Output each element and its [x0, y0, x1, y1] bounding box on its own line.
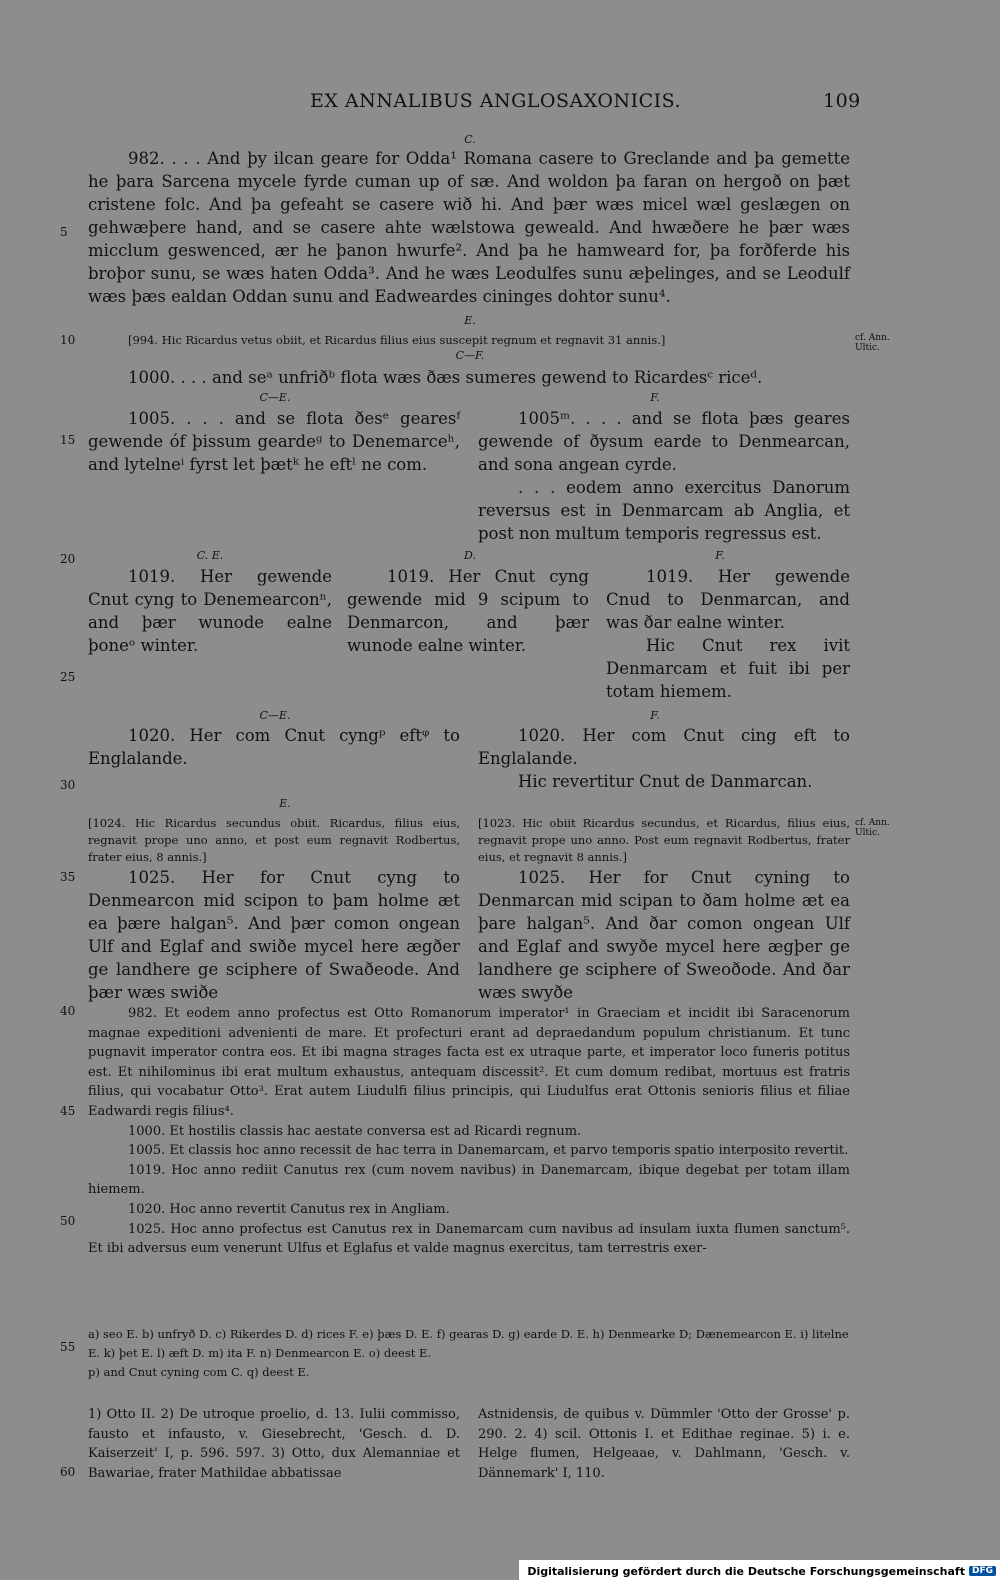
entry-982: 982. . . . And þy ilcan geare for Odda¹ Romana casere to Greclande and þa gemette he þara Sarcena mycele fyrde cuman up of sæ. And woldon þa faran on hergoð on þæt cristene folc. And þa gefeaht se casere wið hi. And þær wæs micel wæl geslægen on gehwæþere hand, and se casere ahte wælstowa geweald. And hwæðere he þær wæs micclum geswenced, ær he þanon hwurfe². And þa he hamweard for, þa forðferde his broþor sunu, se wæs haten Odda³. And he wæs Leodulfes sunu æþelinges, and se Leodulf wæs þæs ealdan Oddan sunu and Eadweardes cininges dohtor sunu⁴.: [88, 149, 850, 306]
siglum: F.: [715, 549, 725, 562]
apparatus-line: a) seo E. b) unfryð D. c) Rikerdes D. d) rices F. e) þæs D. E. f) gearas D. g) earde D. E. h) Denmearke D; Dænemearcon E. i) litelne E. k) þet E. l) æft D. m) ita F. n) Denmearcon E. o) deest E.: [88, 1327, 849, 1360]
latin-1020: 1020. Hoc anno revertit Canutus rex in Angliam.: [128, 1201, 450, 1217]
siglum: E.: [464, 314, 476, 327]
siglum: D.: [464, 549, 476, 562]
latin-1000: 1000. Et hostilis classis hac aestate conversa est ad Ricardi regnum.: [128, 1123, 582, 1139]
entry-1005-f-text: 1005ᵐ. . . . and se flota þæs geares gewende of ðysum earde to Denmearcan, and sona angean cyrde.: [478, 409, 850, 474]
line-number: 40: [60, 1004, 76, 1018]
entry-1023: [1023. Hic obiit Ricardus secundus, et Ricardus, filius eius, regnavit prope uno anno. Post eum regnavit Rodbertus, frater eius, et regnavit 8 annis.]: [478, 816, 850, 864]
digitization-footer: [519, 1560, 1000, 1580]
line-number: 45: [60, 1104, 76, 1118]
entry-1019-f-text: 1019. Her gewende Cnud to Denmarcan, and was ðar ealne winter.: [606, 567, 850, 632]
line-number: 15: [60, 433, 76, 447]
entry-1005-f-latin: . . . eodem anno exercitus Danorum reversus est in Denmarcam ab Anglia, et post non multum temporis regressus est.: [478, 478, 850, 543]
line-number: 30: [60, 778, 76, 792]
line-number: 60: [60, 1465, 76, 1479]
latin-1019: 1019. Hoc anno rediit Canutus rex (cum novem navibus) in Danemarcam, ibique degebat per totam illam hiemem.: [88, 1162, 850, 1198]
line-number: 20: [60, 552, 76, 566]
entry-1019-f: [606, 565, 850, 703]
entry-1025-ce: 1025. Her for Cnut cyng to Denmearcon mid scipon to þam holme æt ea þære halgan⁵. And þær comon ongean Ulf and Eglaf and swiðe mycel here ægðer ge landhere ge sciphere of Swaðeode. And þær wæs swiðe: [88, 868, 460, 1002]
footnotes-right: Astnidensis, de quibus v. Dümmler 'Otto der Grosse' p. 290. 2. 4) scil. Ottonis I. et Edithae reginae. 5) i. e. Helge flumen, Helgeaae, v. Dahlmann, 'Gesch. v. Dännemark' I, 110.: [478, 1407, 850, 1481]
siglum: C—F.: [455, 349, 485, 362]
page-number: 109: [823, 90, 861, 112]
line-number: 10: [60, 333, 76, 347]
siglum: C—E.: [259, 391, 291, 404]
entry-1025-f: 1025. Her for Cnut cyning to Denmarcan mid scipan to ðam holme æt ea þare halgan⁵. And ðar comon ongean Ulf and Eglaf and swyðe mycel here ægþer ge landhere ge sciphere of Sweoðode. And ðar wæs swyðe: [478, 868, 850, 1002]
entry-1019-ce: 1019. Her gewende Cnut cyng to Denemearconⁿ, and þær wunode ealne þoneᵒ winter.: [88, 567, 332, 655]
entry-1020-f-latin: Hic revertitur Cnut de Danmarcan.: [518, 772, 813, 791]
running-title: EX ANNALIBUS ANGLOSAXONICIS.: [310, 90, 682, 112]
entry-1024: [1024. Hic Ricardus secundus obiit. Ricardus, filius eius, regnavit prope uno anno, et post eum regnavit Rodbertus, frater eius, 8 annis.]: [88, 816, 460, 864]
line-number: 55: [60, 1340, 76, 1354]
siglum: F.: [650, 709, 660, 722]
siglum: C.: [464, 133, 476, 146]
entry-1000: 1000. . . . and seᵃ unfriðᵇ flota wæs ðæs sumeres gewend to Ricardesᶜ riceᵈ.: [128, 368, 763, 387]
entry-1005-ce: 1005. . . . and se flota ðesᵉ gearesᶠ gewende óf þissum geardeᵍ to Denemarceʰ, and lytelneⁱ fyrst let þætᵏ he eftˡ ne com.: [88, 409, 460, 474]
latin-982: 982. Et eodem anno profectus est Otto Romanorum imperator¹ in Graeciam et incidit ibi Saracenorum magnae expeditioni advenienti de mare. Et profecturi erant ad depraedandum populum christianum. Et tunc pugnavit imperator contra eos. Et ibi magna strages facta est ex utraque parte, et imperator loco funeris potitus est. Et nihilominus ibi erat multum exhaustus, antequam discessit². Et cum domum redibat, mortuus est fratris filius, qui vocabatur Otto³. Erat autem Liudulfi filius principis, qui Liudulfus erat Ottonis senioris filius et filiae Eadwardi regis filius⁴.: [88, 1006, 850, 1119]
entry-994: [994. Hic Ricardus vetus obiit, et Ricardus filius eius suscepit regnum et regnavit 31 annis.]: [128, 333, 666, 347]
latin-1025: 1025. Hoc anno profectus est Canutus rex in Danemarcam cum navibus ad insulam iuxta flumen sanctum⁵. Et ibi adversus eum venerunt Ulfus et Eglafus et valde magnus exercitus, tam terrestris exer-: [88, 1221, 850, 1257]
line-number: 25: [60, 670, 76, 684]
latin-1005: 1005. Et classis hoc anno recessit de hac terra in Danemarcam, et parvo temporis spatio interposito revertit.: [128, 1143, 849, 1159]
margin-note: cf. Ann. Ultic.: [855, 333, 890, 353]
entry-1020-f-text: 1020. Her com Cnut cing eft to Englalande.: [478, 726, 850, 768]
entry-1020-f: [478, 724, 850, 793]
line-number: 35: [60, 870, 76, 884]
dfg-logo: DFG: [969, 1566, 996, 1576]
apparatus-line: p) and Cnut cyning com C. q) deest E.: [88, 1365, 310, 1379]
entry-1019-f-latin: Hic Cnut rex ivit Denmarcam et fuit ibi per totam hiemem.: [606, 636, 850, 701]
critical-apparatus: [88, 1325, 850, 1382]
footnotes-left: 1) Otto II. 2) De utroque proelio, d. 13. Iulii commisso, fausto et infausto, v. Giesebrecht, 'Gesch. d. D. Kaiserzeit' I, p. 596. 597. 3) Otto, dux Alemanniae et Bawariae, frater Mathildae abbatissae: [88, 1407, 460, 1481]
footer-text: Digitalisierung gefördert durch die Deutsche Forschungsgemeinschaft: [527, 1564, 965, 1578]
siglum: C—E.: [259, 709, 291, 722]
siglum: C. E.: [196, 549, 224, 562]
siglum: F.: [650, 391, 660, 404]
entry-1020-ce: 1020. Her com Cnut cyngᵖ eftᵠ to Englalande.: [88, 726, 460, 768]
entry-1005-f: [478, 407, 850, 545]
line-number: 50: [60, 1214, 76, 1228]
latin-translation: [88, 1004, 850, 1259]
margin-note: cf. Ann. Ultic.: [855, 818, 890, 838]
entry-1019-d: 1019. Her Cnut cyng gewende mid 9 scipum to Denmarcon, and þær wunode ealne winter.: [347, 567, 589, 655]
line-number: 5: [60, 225, 68, 239]
siglum: E.: [279, 797, 291, 810]
